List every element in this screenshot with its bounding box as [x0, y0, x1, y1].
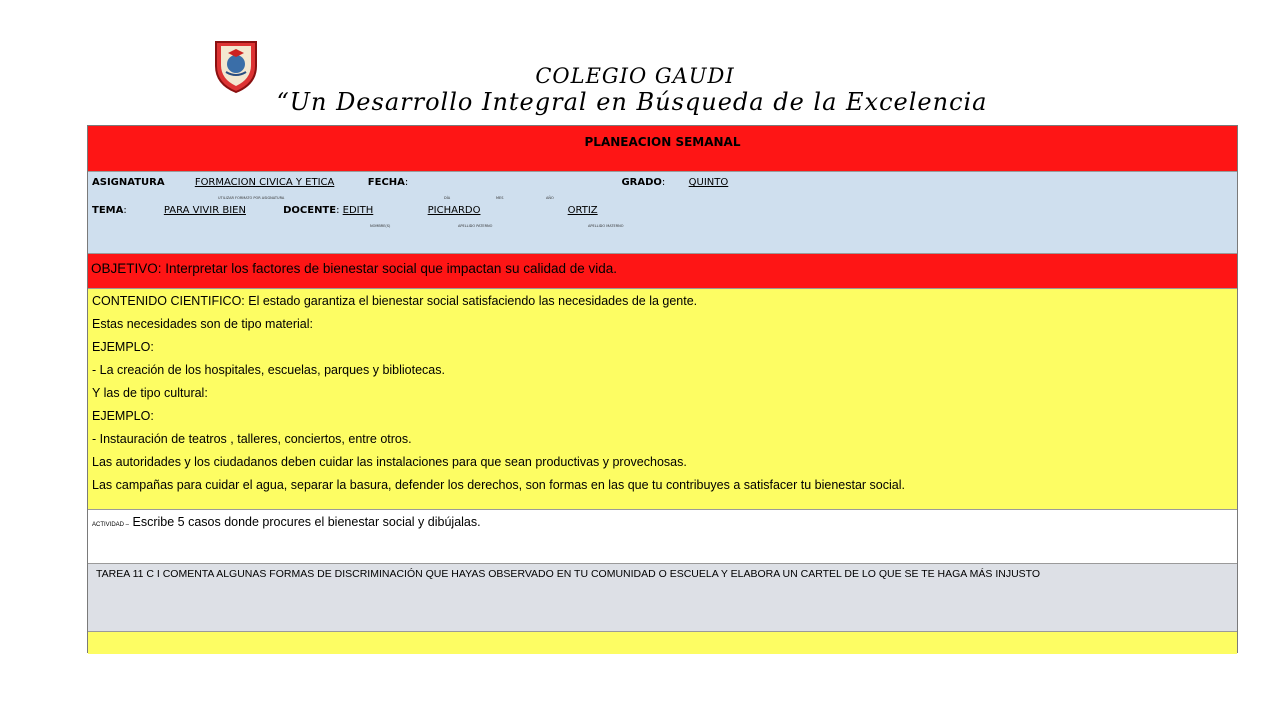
fecha-label: FECHA — [367, 177, 405, 188]
plan-info-row — [88, 172, 1237, 254]
content-line: EJEMPLO: — [92, 409, 154, 423]
footer-row — [88, 632, 1237, 654]
content-line: EJEMPLO: — [92, 340, 154, 354]
content-line: - La creación de los hospitales, escuelas, parques y bibliotecas. — [92, 363, 445, 377]
plan-title: PLANEACION SEMANAL — [584, 135, 741, 149]
asignatura-label: ASIGNATURA — [92, 177, 165, 188]
content-row — [88, 289, 1237, 510]
content-line: - Instauración de teatros , talleres, conciertos, entre otros. — [92, 432, 412, 446]
subject-line: ASIGNATURA FORMACION CIVICA Y ETICA FECHA: GRADO: QUINTO — [92, 177, 748, 188]
activity-row — [88, 510, 1237, 564]
activity-text — [92, 515, 481, 529]
objective-row — [88, 254, 1237, 289]
content-line: Las campañas para cuidar el agua, separar la basura, defender los derechos, son formas en las que tu contribuyes a satisfacer tu bienestar social. — [92, 478, 905, 492]
plan-header-row — [88, 126, 1237, 172]
objective-text: OBJETIVO: Interpretar los factores de bienestar social que impactan su calidad de vida. — [91, 261, 618, 276]
tema-value: PARA VIVIR BIEN — [163, 205, 246, 216]
grado-label: GRADO — [621, 177, 662, 188]
homework-text: TAREA 11 C I COMENTA ALGUNAS FORMAS DE DISCRIMINACIÓN QUE HAYAS OBSERVADO EN TU COMUNIDAD O ESCUELA Y ELABORA UN CARTEL DE LO QUE SE TE HAGA MÁS INJUSTO — [96, 568, 1041, 580]
weekly-plan-table — [87, 125, 1238, 653]
docente-paterno: PICHARDO — [427, 205, 481, 216]
asignatura-value: FORMACION CIVICA Y ETICA — [194, 177, 335, 188]
activity-description: Escribe 5 casos donde procures el bienestar social y dibújalas. — [129, 515, 481, 529]
hint-nombre: NOMBRE(S) — [370, 224, 391, 228]
activity-label: ACTIVIDAD – — [92, 522, 130, 528]
content-line: Y las de tipo cultural: — [92, 386, 208, 400]
school-slogan: “Un Desarrollo Integral en Búsqueda de la Excelencia — [276, 88, 988, 116]
school-name: COLEGIO GAUDI — [535, 64, 735, 88]
theme-line: TEMA: PARA VIVIR BIEN DOCENTE: EDITH PICHARDO ORTIZ — [92, 205, 638, 216]
hint-dia: DÍA — [444, 196, 451, 200]
content-line: Estas necesidades son de tipo material: — [92, 317, 313, 331]
grado-value: QUINTO — [688, 177, 729, 188]
docente-nombre: EDITH — [342, 205, 374, 216]
content-line: CONTENIDO CIENTIFICO: El estado garantiza el bienestar social satisfaciendo las necesidades de la gente. — [92, 294, 698, 308]
content-line: Las autoridades y los ciudadanos deben cuidar las instalaciones para que sean productivas y provechosas. — [92, 455, 687, 469]
docente-materno: ORTIZ — [567, 205, 598, 216]
hint-paterno: APELLIDO PATERNO — [458, 224, 493, 228]
hint-asignatura: UTILIZAR FORMATO POR ASIGNATURA — [218, 196, 285, 200]
hint-materno: APELLIDO MATERNO — [588, 224, 624, 228]
hint-anio: AÑO — [546, 196, 554, 200]
tema-label: TEMA — [92, 205, 124, 216]
hint-mes: MES — [496, 196, 504, 200]
docente-label: DOCENTE — [283, 205, 337, 216]
homework-row — [88, 564, 1237, 632]
